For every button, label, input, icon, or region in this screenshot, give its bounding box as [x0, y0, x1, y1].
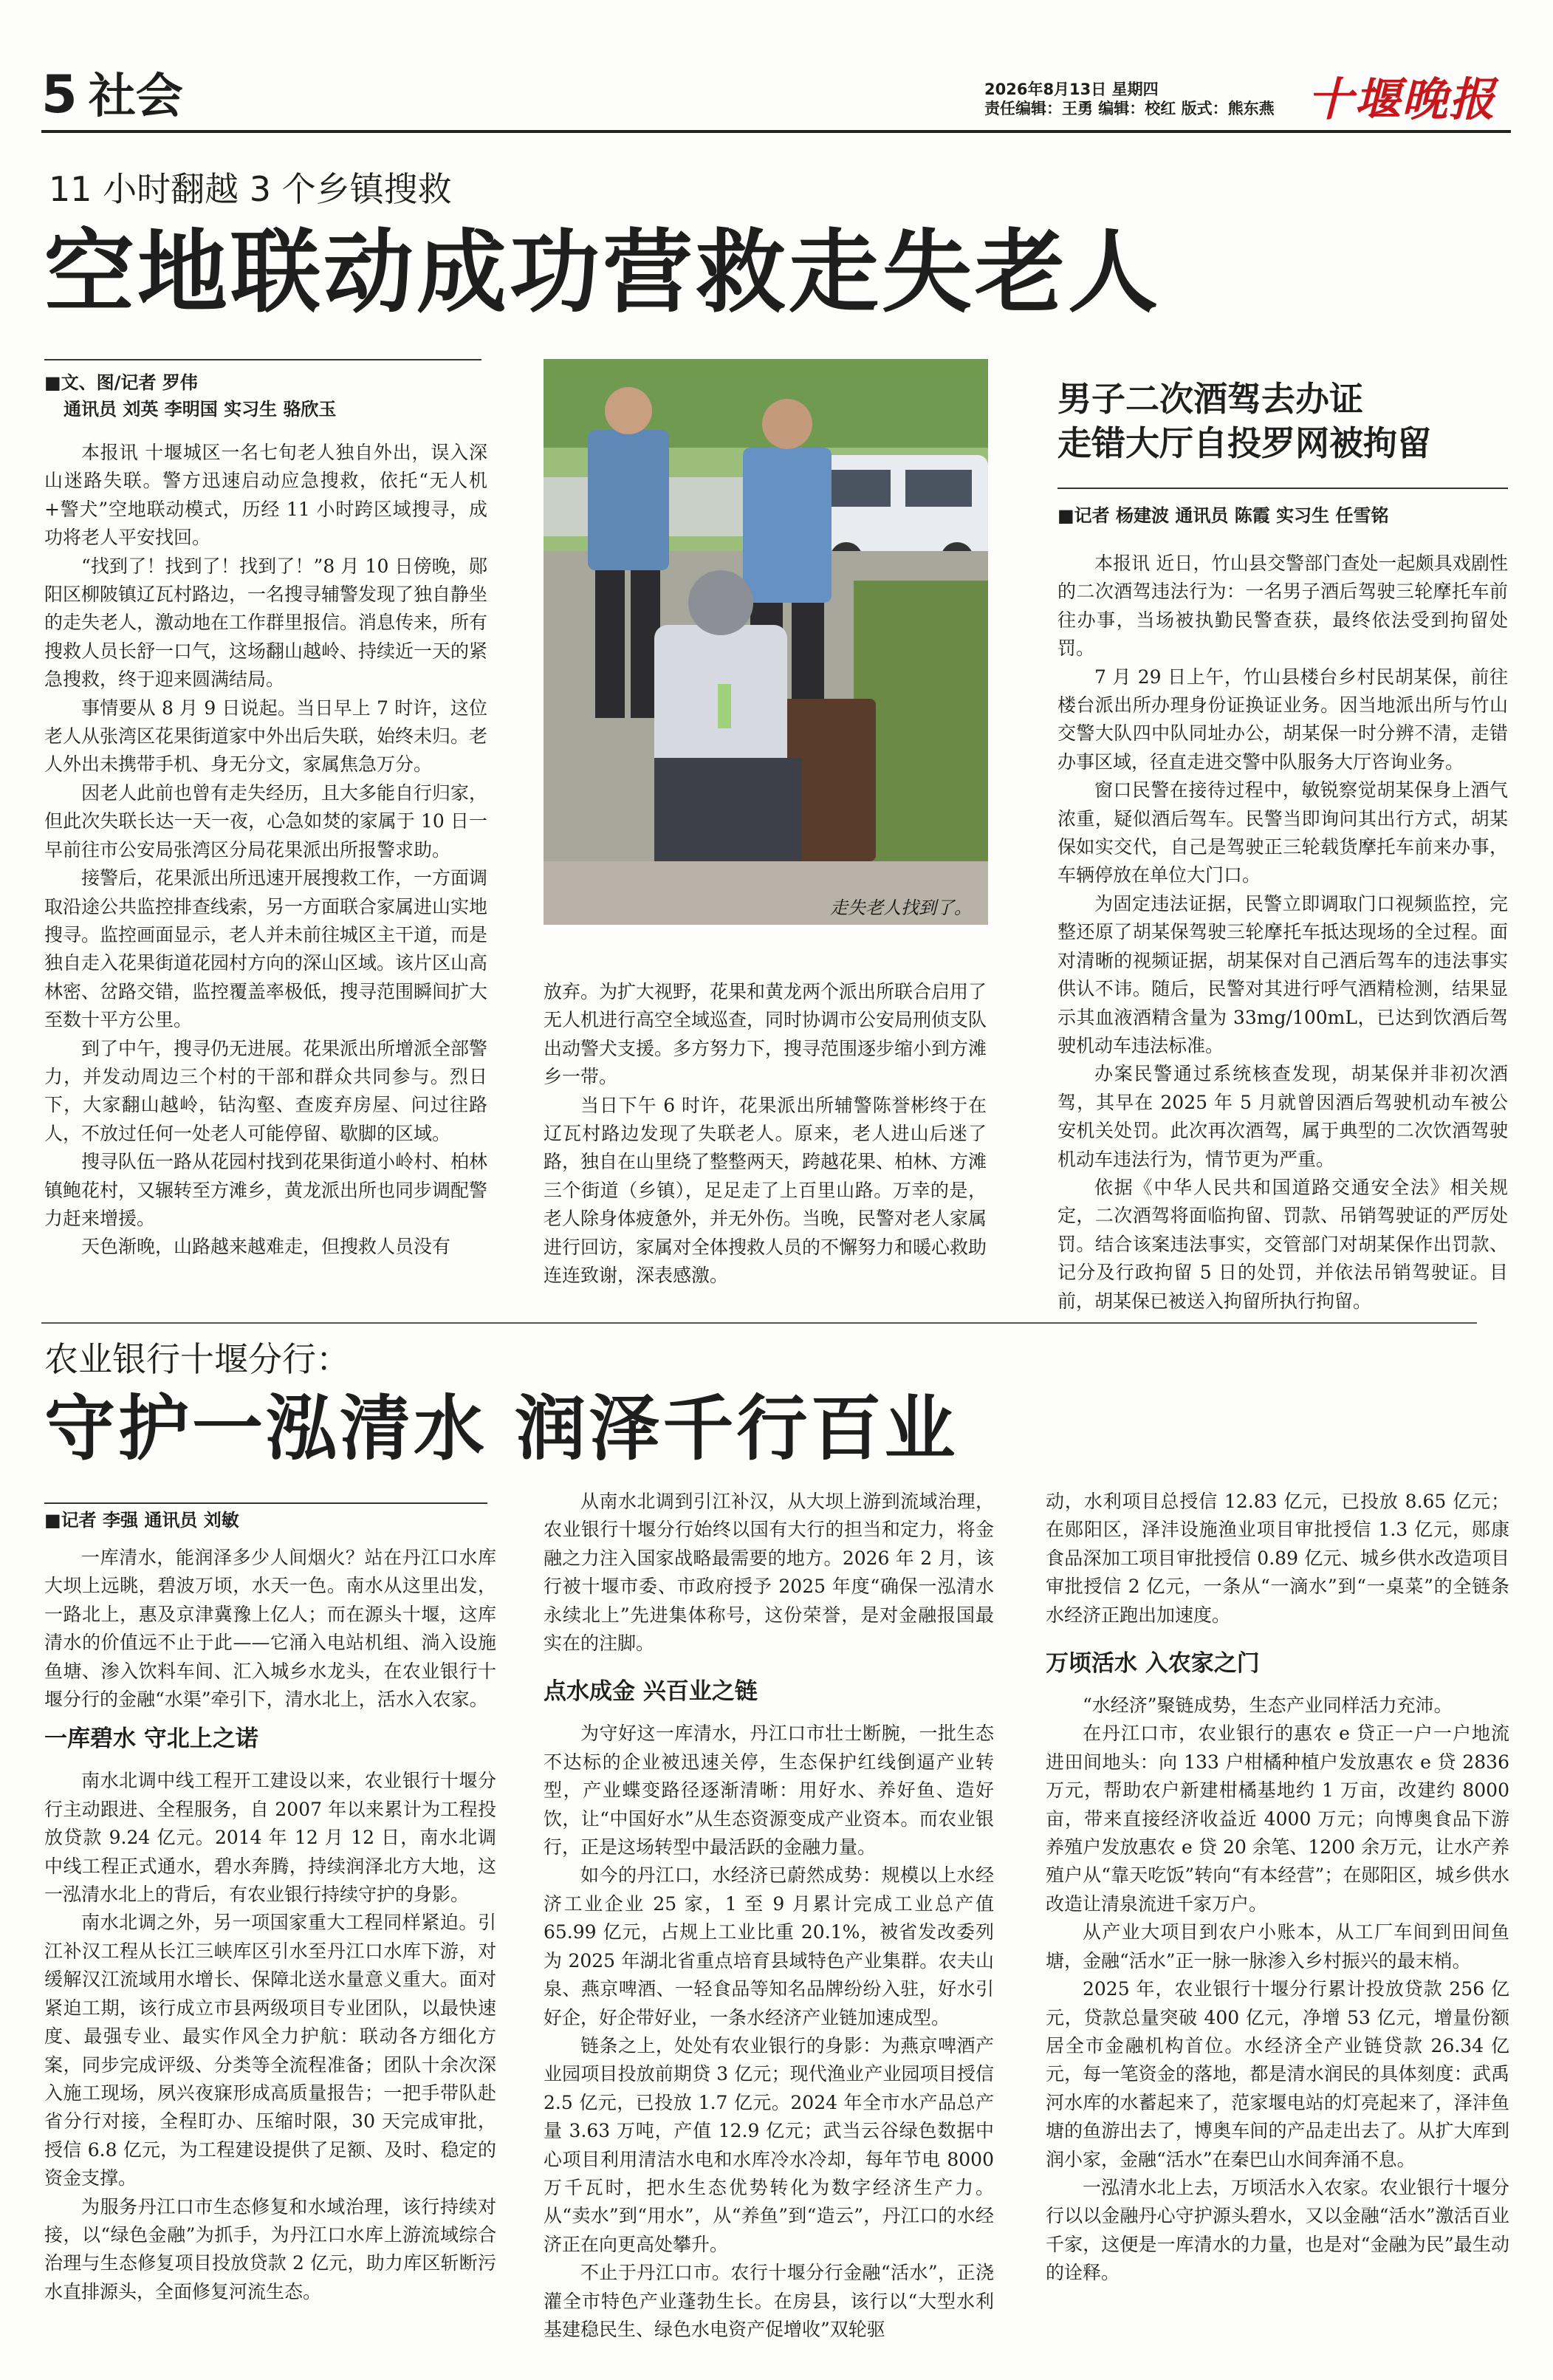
- paragraph: 南水北调中线工程开工建设以来，农业银行十堰分行主动跟进、全程服务，自 2007 年以来累计为工程投放贷款 9.24 亿元。2014 年 12 月 12 日，南水北调中线工程正式通水，碧水奔腾，持续润泽北方大地，这一泓清水北上的背后，有农业银行持续守护的身影。: [44, 1770, 496, 1906]
- section-header: [41, 65, 183, 124]
- paragraph: 本报讯 十堰城区一名七旬老人独自外出，误入深山迷路失联。警方迅速启动应急搜救，依托“无人机+警犬”空地联动模式，历经 11 小时跨区域搜寻，成功将老人平安找回。: [44, 442, 487, 549]
- paragraph: 7 月 29 日上午，竹山县楼台乡村民胡某保，前往楼台派出所办理身份证换证业务。因当地派出所与竹山交警大队四中队同址办公，胡某保一时分辨不清，走错办事区域，径直走进交警中队服务大厅咨询业务。: [1057, 666, 1508, 773]
- paragraph: 从产业大项目到农户小账本，从工厂车间到田间鱼塘，金融“活水”正一脉一脉渗入乡村振兴的最末梢。: [1046, 1921, 1509, 1972]
- article2-byline: ■记者 杨建波 通讯员 陈霞 实习生 任雪铭: [1057, 505, 1389, 526]
- paragraph: 为服务丹江口市生态修复和水域治理，该行持续对接，以“绿色金融”为抓手，为丹江口水库上游流域综合治理与生态修复项目投放贷款 2 亿元，助力库区斩断污水直排源头，全面修复河流生态。: [44, 2195, 496, 2302]
- article3-subhead-1: 一库碧水 守北上之诺: [44, 1726, 258, 1753]
- article1-headline: 空地联动成功营救走失老人: [44, 219, 1161, 325]
- article2-body: [1057, 550, 1508, 1316]
- paragraph: 南水北调之外，另一项国家重大工程同样紧迫。引江补汉工程从长江三峡库区引水至丹江口水库下游，对缓解汉江流域用水增长、保障北送水量意义重大。面对紧迫工期，该行成立市县两级项目专业团队，以最快速度、最强专业、最实作风全力护航：联动各方细化方案，同步完成评级、分类等全流程准备；团队十余次深入施工现场，夙兴夜寐形成高质量报告；一把手带队赴省分行对接，全程盯办、压缩时限，30 天完成审批，授信 6.8 亿元，为工程建设提供了足额、及时、稳定的资金支撑。: [44, 1912, 496, 2189]
- paragraph: 为守好这一库清水，丹江口市壮士断腕，一批生态不达标的企业被迅速关停，生态保护红线倒逼产业转型，产业蝶变路径逐渐清晰：用好水、养好鱼、造好饮，让“中国好水”从生态资源变成产业资本。而农业银行，正是这场转型中最活跃的金融力量。: [544, 1723, 994, 1858]
- masthead-rule: [41, 130, 1511, 133]
- paragraph: 办案民警通过系统核查发现，胡某保并非初次酒驾，其早在 2025 年 5 月就曾因酒后驾驶机动车被公安机关处罚。此次再次酒驾，属于典型的二次饮酒驾驶机动车违法行为，情节更为严重。: [1057, 1063, 1508, 1170]
- article1-rule: [44, 359, 481, 360]
- article3-byline: ■记者 李强 通讯员 刘敏: [44, 1510, 239, 1531]
- section-name: 社会: [88, 69, 183, 124]
- paragraph: 如今的丹江口，水经济已蔚然成势：规模以上水经济工业企业 25 家，1 至 9 月累计完成工业总产值 65.99 亿元，占规上工业比重 20.1%，被省发改委列为 2025 年湖北省重点培育县域特色产业集群。农夫山泉、燕京啤酒、一轻食品等知名品牌纷纷入驻，好水引好企，好企带好业，一条水经济产业链加速成型。: [544, 1864, 994, 2028]
- article3-column-2: [544, 1488, 994, 2344]
- article1-column-2: [544, 978, 987, 1290]
- section-divider: [41, 1322, 1477, 1324]
- article3-col1-intro: [44, 1544, 496, 1714]
- article3-col2-intro: [544, 1488, 994, 1658]
- article3-col3-intro: [1046, 1488, 1509, 1630]
- article3-column-3: [1046, 1488, 1509, 2288]
- paragraph: 不止于丹江口市。农行十堰分行金融“活水”，正浇灌全市特色产业蓬勃生长。在房县，该行以“大型水利基建稳民生、绿色水电资产促增收”双轮驱: [544, 2262, 994, 2340]
- paragraph: 依据《中华人民共和国道路交通安全法》相关规定，二次酒驾将面临拘留、罚款、吊销驾驶证的严厉处罚。结合该案违法事实，交管部门对胡某保作出罚款、记分及行政拘留 5 日的处罚，并依法吊销驾驶证。目前，胡某保已被送入拘留所执行拘留。: [1057, 1176, 1508, 1312]
- paragraph: 天色渐晚，山路越来越难走，但搜救人员没有: [81, 1236, 451, 1258]
- paragraph: 事情要从 8 月 9 日说起。当日早上 7 时许，这位老人从张湾区花果街道家中外出后失联，始终未归。老人外出未携带手机、身无分文，家属焦急万分。: [44, 697, 488, 776]
- section-number: 5: [41, 64, 78, 125]
- article1-kicker: 11 小时翻越 3 个乡镇搜救: [49, 169, 452, 209]
- paragraph: 为固定违法证据，民警立即调取门口视频监控，完整还原了胡某保驾驶三轮摩托车抵达现场的全过程。面对清晰的视频证据，胡某保对自己酒后驾车的违法事实供认不讳。随后，民警对其进行呼气酒精检测，结果显示其血液酒精含量为 33mg/100mL，已达到饮酒后驾驶机动车违法标准。: [1057, 892, 1508, 1056]
- date-line: 2026年8月13日 星期四: [984, 81, 1159, 98]
- article1-column-1: [44, 439, 487, 1262]
- paragraph: 在丹江口市，农业银行的惠农 e 贷正一户一户地流进田间地头：向 133 户柑橘种植户发放惠农 e 贷 2836 万元，帮助农户新建柑橘基地约 1 万亩，改建约 8000 亩，带来直接经济收益近 4000 万元；向博奥食品下游养殖户发放惠农 e 贷 20 余笔、1200 余万元，让水产养殖户从“靠天吃饭”转向“有本经营”；在郧阳区，城乡供水改造让清泉流进千家万户。: [1046, 1723, 1509, 1915]
- article3-col1-body: [44, 1767, 496, 2306]
- paragraph: 一泓清水北上去，万顷活水入农家。农业银行十堰分行以以金融丹心守护源头碧水，又以金融“活水”激活百业千家，这便是一库清水的力量，也是对“金融为民”最生动的诠释。: [1046, 2176, 1509, 2284]
- article3-headline: 守护一泓清水 润泽千行百业: [44, 1386, 959, 1470]
- article1-byline-1: ■文、图/记者 罗伟: [44, 372, 198, 393]
- article2-headline-2: 走错大厅自投罗网被拘留: [1057, 423, 1431, 463]
- paragraph: 从南水北调到引江补汉，从大坝上游到流域治理，农业银行十堰分行始终以国有大行的担当和定力，将金融之力注入国家战略最需要的地方。2026 年 2 月，该行被十堰市委、市政府授予 2025 年度“确保一泓清水永续北上”先进集体称号，这份荣誉，是对金融报国最实在的注脚。: [544, 1491, 994, 1655]
- paragraph: 链条之上，处处有农业银行的身影：为燕京啤酒产业园项目投放前期贷 3 亿元；现代渔业产业园项目授信 2.5 亿元，已投放 1.7 亿元。2024 年全市水产品总产量 3.63 万吨，产值 12.9 亿元；武当云谷绿色数据中心项目利用清洁水电和水库冷水冷却，每年节电 8000 万千瓦时，把水生态优势转化为数字经济生产力。从“卖水”到“用水”，从“养鱼”到“造云”，丹江口的水经济正在向更高处攀升。: [544, 2034, 994, 2255]
- paragraph: 到了中午，搜寻仍无进展。花果派出所增派全部警力，并发动周边三个村的干部和群众共同参与。烈日下，大家翻山越岭，钻沟壑、查废弃房屋、问过往路人，不放过任何一处老人可能停留、歇脚的区域。: [44, 1037, 488, 1144]
- article3-col3-body: [1046, 1692, 1509, 2288]
- paragraph: 放弃。为扩大视野，花果和黄龙两个派出所联合启用了无人机进行高空全域巡查，同时协调市公安局刑侦支队出动警犬支援。多方努力下，搜寻范围逐步缩小到方滩乡一带。: [544, 981, 987, 1088]
- paragraph: 本报讯 近日，竹山县交警部门查处一起颇具戏剧性的二次酒驾违法行为：一名男子酒后驾驶三轮摩托车前往办事，当场被执勤民警查获，最终依法受到拘留处罚。: [1057, 553, 1508, 660]
- article3-kicker: 农业银行十堰分行：: [44, 1339, 350, 1379]
- photo-caption: 走失老人找到了。: [830, 897, 972, 918]
- article3-subhead-3: 万顷活水 入农家之门: [1046, 1650, 1260, 1678]
- article2-rule: [1057, 488, 1508, 489]
- article3-col2-body: [544, 1720, 994, 2344]
- photo-scene: [544, 359, 988, 925]
- editors-line: 责任编辑：王勇 编辑：校红 版式：熊东燕: [984, 100, 1275, 117]
- paragraph: 当日下午 6 时许，花果派出所辅警陈誉彬终于在辽瓦村路边发现了失联老人。原来，老人进山后迷了路，独自在山里绕了整整两天，跨越花果、柏林、方滩三个街道（乡镇），足足走了上百里山路。万幸的是，老人除身体疲惫外，并无外伤。当晚，民警对老人家属进行回访，家属对全体搜救人员的不懈努力和暖心救助连连致谢，深表感激。: [544, 1094, 987, 1287]
- article3-rule: [44, 1502, 487, 1504]
- paragraph: 接警后，花果派出所迅速开展搜救工作，一方面调取沿途公共监控排查线索，另一方面联合家属进山实地搜寻。监控画面显示，老人并未前往城区主干道，而是独自走入花果街道花园村方向的深山区域。该片区山高林密、岔路交错，监控覆盖率极低，搜寻范围瞬间扩大至数十平方公里。: [44, 867, 488, 1031]
- article3-subhead-2: 点水成金 兴百业之链: [544, 1678, 758, 1706]
- paragraph: “水经济”聚链成势，生态产业同样活力充沛。: [1083, 1695, 1453, 1717]
- article3-column-1: [44, 1544, 496, 2306]
- article1-byline-2: 通讯员 刘英 李明国 实习生 骆欣玉: [64, 399, 337, 420]
- article1-photo: [544, 359, 988, 925]
- newspaper-logo: 十堰晚报: [1307, 72, 1497, 126]
- article2-headline-1: 男子二次酒驾去办证: [1057, 379, 1363, 419]
- paragraph: 动，水利项目总授信 12.83 亿元，已投放 8.65 亿元；在郧阳区，泽沣设施渔业项目审批授信 1.3 亿元，郧康食品深加工项目审批授信 0.89 亿元、城乡供水改造项目审批授信 2 亿元，一条从“一滴水”到“一桌菜”的全链条水经济正跑出加速度。: [1046, 1491, 1509, 1626]
- paragraph: 因老人此前也曾有走失经历，且大多能自行归家，但此次失联长达一天一夜，心急如焚的家属于 10 日一早前往市公安局张湾区分局花果派出所报警求助。: [44, 782, 488, 861]
- paragraph: 搜寻队伍一路从花园村找到花果街道小岭村、柏林镇鲍花村，又辗转至方滩乡，黄龙派出所也同步调配警力赶来增援。: [44, 1151, 488, 1229]
- paragraph: 一库清水，能润泽多少人间烟火？站在丹江口水库大坝上远眺，碧波万顷，水天一色。南水从这里出发，一路北上，惠及京津冀豫上亿人；而在源头十堰，这库清水的价值远不止于此——它涌入电站机组、淌入设施鱼塘、渗入饮料车间、汇入城乡水龙头，在农业银行十堰分行的金融“水渠”牵引下，清水北上，活水入农家。: [44, 1547, 496, 1711]
- paragraph: 窗口民警在接待过程中，敏锐察觉胡某保身上酒气浓重，疑似酒后驾车。民警当即询问其出行方式，胡某保如实交代，自己是驾驶正三轮载货摩托车前来办事，车辆停放在单位大门口。: [1057, 779, 1508, 886]
- paragraph: “找到了！找到了！找到了！”8 月 10 日傍晚，郧阳区柳陂镇辽瓦村路边，一名搜寻辅警发现了独自静坐的走失老人，激动地在工作群里报信。消息传来，所有搜救人员长舒一口气，这场翻山越岭、持续近一天的紧急搜救，终于迎来圆满结局。: [44, 555, 488, 691]
- paragraph: 2025 年，农业银行十堰分行累计投放贷款 256 亿元，贷款总量突破 400 亿元，净增 53 亿元，增量份额居全市金融机构首位。水经济全产业链贷款 26.34 亿元，每一笔资金的落地，都是清水润民的具体刻度：武禹河水库的水蓄起来了，范家堰电站的灯亮起来了，泽沣鱼塘的鱼游出去了，博奥车间的产品走出去了。从扩大库到润小家，金融“活水”在秦巴山水间奔涌不息。: [1046, 1978, 1509, 2170]
